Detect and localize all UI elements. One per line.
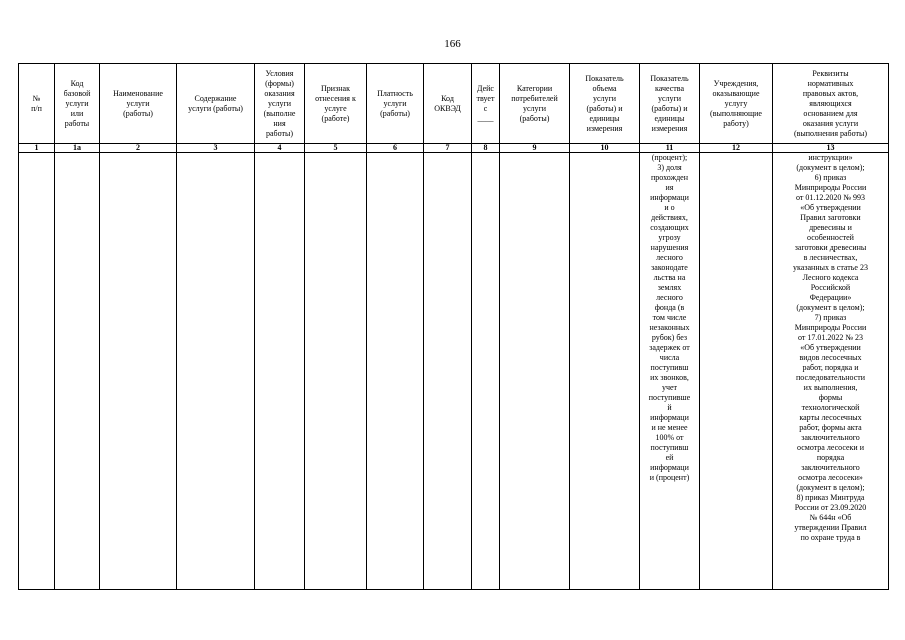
column-index: 1 (19, 144, 55, 153)
column-index: 7 (424, 144, 472, 153)
quality-indicator-text: (процент); 3) доля прохожден ия информаци и о действиях, создающих угрозу нарушения лесного законодате льства на землях лесного фонда (в том числе незаконных рубок) без задержек от числа поступивш их звонков, учет поступивше й информаци и не менее 100% от поступивш ей информаци и (процент) (648, 153, 691, 482)
table-cell (177, 153, 255, 590)
column-index: 8 (472, 144, 500, 153)
column-index: 2 (100, 144, 177, 153)
table-cell (100, 153, 177, 590)
column-index: 12 (700, 144, 773, 153)
header-cell: Условия (формы) оказания услуги (выполне ния работы) (255, 64, 305, 144)
header-cell: Дейс твует с ____ (472, 64, 500, 144)
table-cell (305, 153, 367, 590)
header-cell: № п/п (19, 64, 55, 144)
column-index: 5 (305, 144, 367, 153)
table-cell (424, 153, 472, 590)
column-index: 10 (570, 144, 640, 153)
table-cell (570, 153, 640, 590)
column-index-row (19, 144, 889, 153)
column-index: 3 (177, 144, 255, 153)
column-index: 4 (255, 144, 305, 153)
table-row (19, 153, 889, 590)
header-cell: Код базовой услуги или работы (55, 64, 100, 144)
column-index: 13 (773, 144, 889, 153)
table-header-row (19, 64, 889, 144)
legal-acts-cell (773, 153, 889, 590)
quality-indicator-cell (640, 153, 700, 590)
table-cell (19, 153, 55, 590)
column-index: 9 (500, 144, 570, 153)
header-cell: Реквизиты нормативных правовых актов, являющихся основанием для оказания услуги (выполнения работы) (773, 64, 889, 144)
table-cell (700, 153, 773, 590)
header-cell: Показатель объема услуги (работы) и единицы измерения (570, 64, 640, 144)
column-index: 1а (55, 144, 100, 153)
header-cell: Признак отнесения к услуге (работе) (305, 64, 367, 144)
table-cell (255, 153, 305, 590)
legal-acts-text: инструкции» (документ в целом); 6) приказ Минприроды России от 01.12.2020 № 993 «Об утверждении Правил заготовки древесины и особенностей заготовки древесины в лесничествах, указанных в статье 23 Лесного кодекса Российской Федерации» (документ в целом); 7) приказ Минприроды России от 17.01.2022 № 23 «Об утверждении видов лесосечных работ, порядка и последовательности их выполнения, формы технологической карты лесосечных работ, формы акта заключительного осмотра лесосеки и порядка заключительного осмотра лесосеки» (документ в целом); 8) приказ Минтруда России от 23.09.2020 № 644н «Об утверждении Правил по охране труда в (793, 153, 868, 542)
table-cell (55, 153, 100, 590)
header-cell: Содержание услуги (работы) (177, 64, 255, 144)
header-cell: Код ОКВЭД (424, 64, 472, 144)
table-cell (367, 153, 424, 590)
table-cell (472, 153, 500, 590)
header-cell: Наименование услуги (работы) (100, 64, 177, 144)
services-table (18, 63, 889, 590)
column-index: 6 (367, 144, 424, 153)
column-index: 11 (640, 144, 700, 153)
header-cell: Учреждения, оказывающие услугу (выполняющие работу) (700, 64, 773, 144)
table-cell (500, 153, 570, 590)
header-cell: Платность услуги (работы) (367, 64, 424, 144)
header-cell: Показатель качества услуги (работы) и единицы измерения (640, 64, 700, 144)
header-cell: Категории потребителей услуги (работы) (500, 64, 570, 144)
page-number: 166 (444, 38, 461, 50)
